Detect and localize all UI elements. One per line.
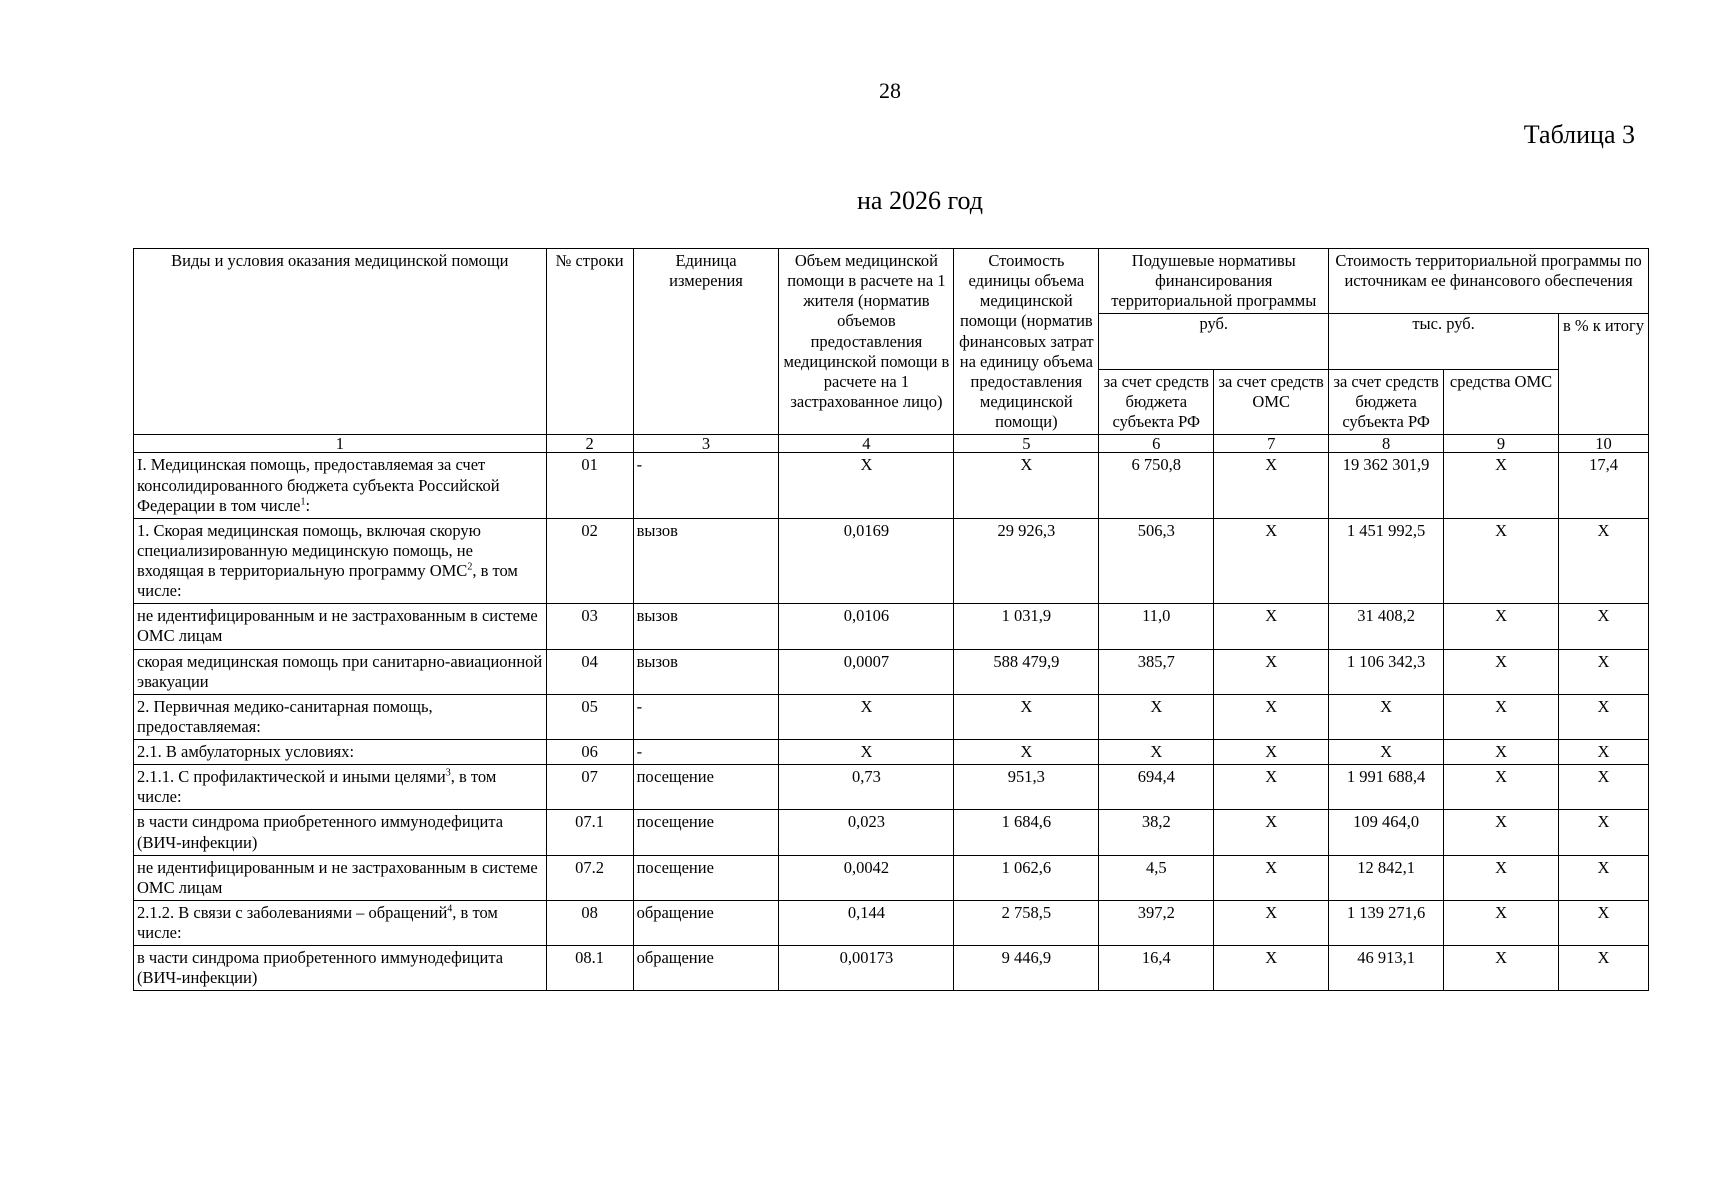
cell-pc-budget: 38,2	[1099, 810, 1214, 855]
cell-total-oms: X	[1444, 900, 1559, 945]
cell-service-name: в части синдрома приобретенного иммунодефицита (ВИЧ-инфекции)	[134, 946, 547, 991]
table-body	[134, 453, 1649, 991]
table-label: Таблица 3	[1523, 120, 1635, 149]
cell-service-name: 1. Скорая медицинская помощь, включая скорую специализированную медицинскую помощь, не входящая в территориальную программу ОМС$^2$, в том числе:	[134, 518, 547, 604]
column-index-row	[134, 435, 1649, 453]
cell-unit-cost: X	[954, 694, 1099, 739]
header-per-capita-norms: Подушевые нормативы финансирования территориальной программы	[1099, 249, 1329, 314]
cell-service-name: в части синдрома приобретенного иммунодефицита (ВИЧ-инфекции)	[134, 810, 547, 855]
cell-service-name: I. Медицинская помощь, предоставляемая за счет консолидированного бюджета субъекта Российской Федерации в том числе$^1$:	[134, 453, 547, 518]
table-row	[134, 604, 1649, 649]
header-line-number: № строки	[546, 249, 633, 435]
cell-line-number: 08.1	[546, 946, 633, 991]
column-index: 9	[1444, 435, 1559, 453]
cell-service-name: 2.1.1. С профилактической и иными целями$^3$, в том числе:	[134, 765, 547, 810]
cell-percent: X	[1559, 694, 1649, 739]
cell-service-name: не идентифицированным и не застрахованным в системе ОМС лицам	[134, 855, 547, 900]
table-row	[134, 810, 1649, 855]
cell-unit-cost: 588 479,9	[954, 649, 1099, 694]
cell-total-budget: 109 464,0	[1329, 810, 1444, 855]
cell-unit: -	[633, 740, 779, 765]
cell-total-oms: X	[1444, 604, 1559, 649]
cell-pc-budget: 11,0	[1099, 604, 1214, 649]
cell-unit: посещение	[633, 765, 779, 810]
cell-service-name: 2.1. В амбулаторных условиях:	[134, 740, 547, 765]
column-index: 1	[134, 435, 547, 453]
cell-percent: X	[1559, 765, 1649, 810]
cell-total-budget: X	[1329, 694, 1444, 739]
cell-unit-cost: 1 062,6	[954, 855, 1099, 900]
cell-unit: вызов	[633, 518, 779, 604]
cell-pc-budget: X	[1099, 740, 1214, 765]
cell-volume: X	[779, 694, 954, 739]
cell-total-budget: X	[1329, 740, 1444, 765]
cell-total-oms: X	[1444, 694, 1559, 739]
column-index: 8	[1329, 435, 1444, 453]
cell-percent: X	[1559, 946, 1649, 991]
cell-pc-oms: X	[1214, 855, 1329, 900]
cell-volume: 0,0007	[779, 649, 954, 694]
column-index: 4	[779, 435, 954, 453]
column-index: 7	[1214, 435, 1329, 453]
cell-pc-oms: X	[1214, 740, 1329, 765]
cell-pc-budget: 4,5	[1099, 855, 1214, 900]
cell-percent: X	[1559, 649, 1649, 694]
cell-total-budget: 19 362 301,9	[1329, 453, 1444, 518]
cell-percent: X	[1559, 740, 1649, 765]
cell-unit-cost: 951,3	[954, 765, 1099, 810]
cell-total-oms: X	[1444, 740, 1559, 765]
cell-volume: 0,0042	[779, 855, 954, 900]
cell-unit-cost: 29 926,3	[954, 518, 1099, 604]
cell-line-number: 04	[546, 649, 633, 694]
cell-total-budget: 12 842,1	[1329, 855, 1444, 900]
header-unit-cost: Стоимость единицы объема медицинской помощи (норматив финансовых затрат на единицу объема предоставления медицинской помощи)	[954, 249, 1099, 435]
cell-line-number: 07.1	[546, 810, 633, 855]
table-row	[134, 765, 1649, 810]
cell-pc-oms: X	[1214, 694, 1329, 739]
cell-total-budget: 1 451 992,5	[1329, 518, 1444, 604]
table-row	[134, 453, 1649, 518]
cell-pc-budget: 694,4	[1099, 765, 1214, 810]
cell-unit-cost: 9 446,9	[954, 946, 1099, 991]
cell-total-oms: X	[1444, 765, 1559, 810]
cell-unit: -	[633, 453, 779, 518]
cell-pc-oms: X	[1214, 604, 1329, 649]
cell-pc-oms: X	[1214, 518, 1329, 604]
cell-service-name: 2. Первичная медико-санитарная помощь, предоставляемая:	[134, 694, 547, 739]
cell-line-number: 07	[546, 765, 633, 810]
cell-total-budget: 1 106 342,3	[1329, 649, 1444, 694]
cell-volume: 0,144	[779, 900, 954, 945]
cell-percent: X	[1559, 604, 1649, 649]
table-row	[134, 518, 1649, 604]
header-pc-budget: за счет средств бюджета субъекта РФ	[1099, 369, 1214, 434]
cell-pc-budget: 397,2	[1099, 900, 1214, 945]
header-unit-rub: руб.	[1099, 314, 1329, 369]
table-row	[134, 740, 1649, 765]
header-percent-total: в % к итогу	[1559, 314, 1649, 435]
cell-total-oms: X	[1444, 855, 1559, 900]
cell-volume: 0,0169	[779, 518, 954, 604]
cell-volume: 0,0106	[779, 604, 954, 649]
cell-unit: посещение	[633, 810, 779, 855]
cell-pc-oms: X	[1214, 765, 1329, 810]
header-total-oms: средства ОМС	[1444, 369, 1559, 434]
year-heading: на 2026 год	[857, 186, 983, 215]
page-number: 28	[879, 78, 901, 103]
cell-unit-cost: 1 684,6	[954, 810, 1099, 855]
cell-percent: 17,4	[1559, 453, 1649, 518]
header-unit: Единица измерения	[633, 249, 779, 435]
cell-percent: X	[1559, 900, 1649, 945]
cell-pc-oms: X	[1214, 900, 1329, 945]
header-program-cost: Стоимость территориальной программы по источникам ее финансового обеспечения	[1329, 249, 1649, 314]
cell-total-budget: 46 913,1	[1329, 946, 1444, 991]
cell-percent: X	[1559, 855, 1649, 900]
column-index: 3	[633, 435, 779, 453]
cell-total-budget: 31 408,2	[1329, 604, 1444, 649]
norms-table	[133, 248, 1649, 991]
cell-pc-budget: 6 750,8	[1099, 453, 1214, 518]
table-row	[134, 900, 1649, 945]
cell-unit-cost: 1 031,9	[954, 604, 1099, 649]
cell-total-oms: X	[1444, 518, 1559, 604]
column-index: 6	[1099, 435, 1214, 453]
cell-unit: обращение	[633, 900, 779, 945]
cell-service-name: не идентифицированным и не застрахованным в системе ОМС лицам	[134, 604, 547, 649]
cell-unit-cost: X	[954, 453, 1099, 518]
cell-pc-budget: X	[1099, 694, 1214, 739]
cell-unit: вызов	[633, 649, 779, 694]
cell-service-name: 2.1.2. В связи с заболеваниями – обращений$^4$, в том числе:	[134, 900, 547, 945]
cell-line-number: 07.2	[546, 855, 633, 900]
cell-volume: 0,73	[779, 765, 954, 810]
cell-line-number: 03	[546, 604, 633, 649]
column-index: 5	[954, 435, 1099, 453]
cell-pc-oms: X	[1214, 946, 1329, 991]
cell-pc-oms: X	[1214, 810, 1329, 855]
cell-pc-budget: 16,4	[1099, 946, 1214, 991]
cell-unit: посещение	[633, 855, 779, 900]
table-row	[134, 855, 1649, 900]
cell-unit: -	[633, 694, 779, 739]
cell-total-oms: X	[1444, 453, 1559, 518]
cell-volume: X	[779, 453, 954, 518]
header-service-type: Виды и условия оказания медицинской помощи	[134, 249, 547, 435]
header-pc-oms: за счет средств ОМС	[1214, 369, 1329, 434]
header-unit-thous-rub: тыс. руб.	[1329, 314, 1559, 369]
cell-volume: 0,00173	[779, 946, 954, 991]
cell-line-number: 01	[546, 453, 633, 518]
cell-percent: X	[1559, 810, 1649, 855]
header-total-budget: за счет средств бюджета субъекта РФ	[1329, 369, 1444, 434]
column-index: 10	[1559, 435, 1649, 453]
cell-line-number: 02	[546, 518, 633, 604]
cell-percent: X	[1559, 518, 1649, 604]
cell-unit-cost: 2 758,5	[954, 900, 1099, 945]
cell-line-number: 06	[546, 740, 633, 765]
table-row	[134, 946, 1649, 991]
table-row	[134, 649, 1649, 694]
cell-unit-cost: X	[954, 740, 1099, 765]
cell-unit: вызов	[633, 604, 779, 649]
cell-volume: 0,023	[779, 810, 954, 855]
table-row	[134, 694, 1649, 739]
cell-pc-oms: X	[1214, 649, 1329, 694]
cell-pc-budget: 385,7	[1099, 649, 1214, 694]
cell-total-oms: X	[1444, 649, 1559, 694]
column-index: 2	[546, 435, 633, 453]
header-volume: Объем медицинской помощи в расчете на 1 жителя (норматив объемов предоставления медицинской помощи в расчете на 1 застрахованное лицо)	[779, 249, 954, 435]
cell-pc-budget: 506,3	[1099, 518, 1214, 604]
cell-pc-oms: X	[1214, 453, 1329, 518]
cell-unit: обращение	[633, 946, 779, 991]
cell-total-budget: 1 139 271,6	[1329, 900, 1444, 945]
cell-volume: X	[779, 740, 954, 765]
cell-line-number: 05	[546, 694, 633, 739]
cell-total-oms: X	[1444, 946, 1559, 991]
cell-service-name: скорая медицинская помощь при санитарно-авиационной эвакуации	[134, 649, 547, 694]
cell-total-budget: 1 991 688,4	[1329, 765, 1444, 810]
cell-line-number: 08	[546, 900, 633, 945]
cell-total-oms: X	[1444, 810, 1559, 855]
